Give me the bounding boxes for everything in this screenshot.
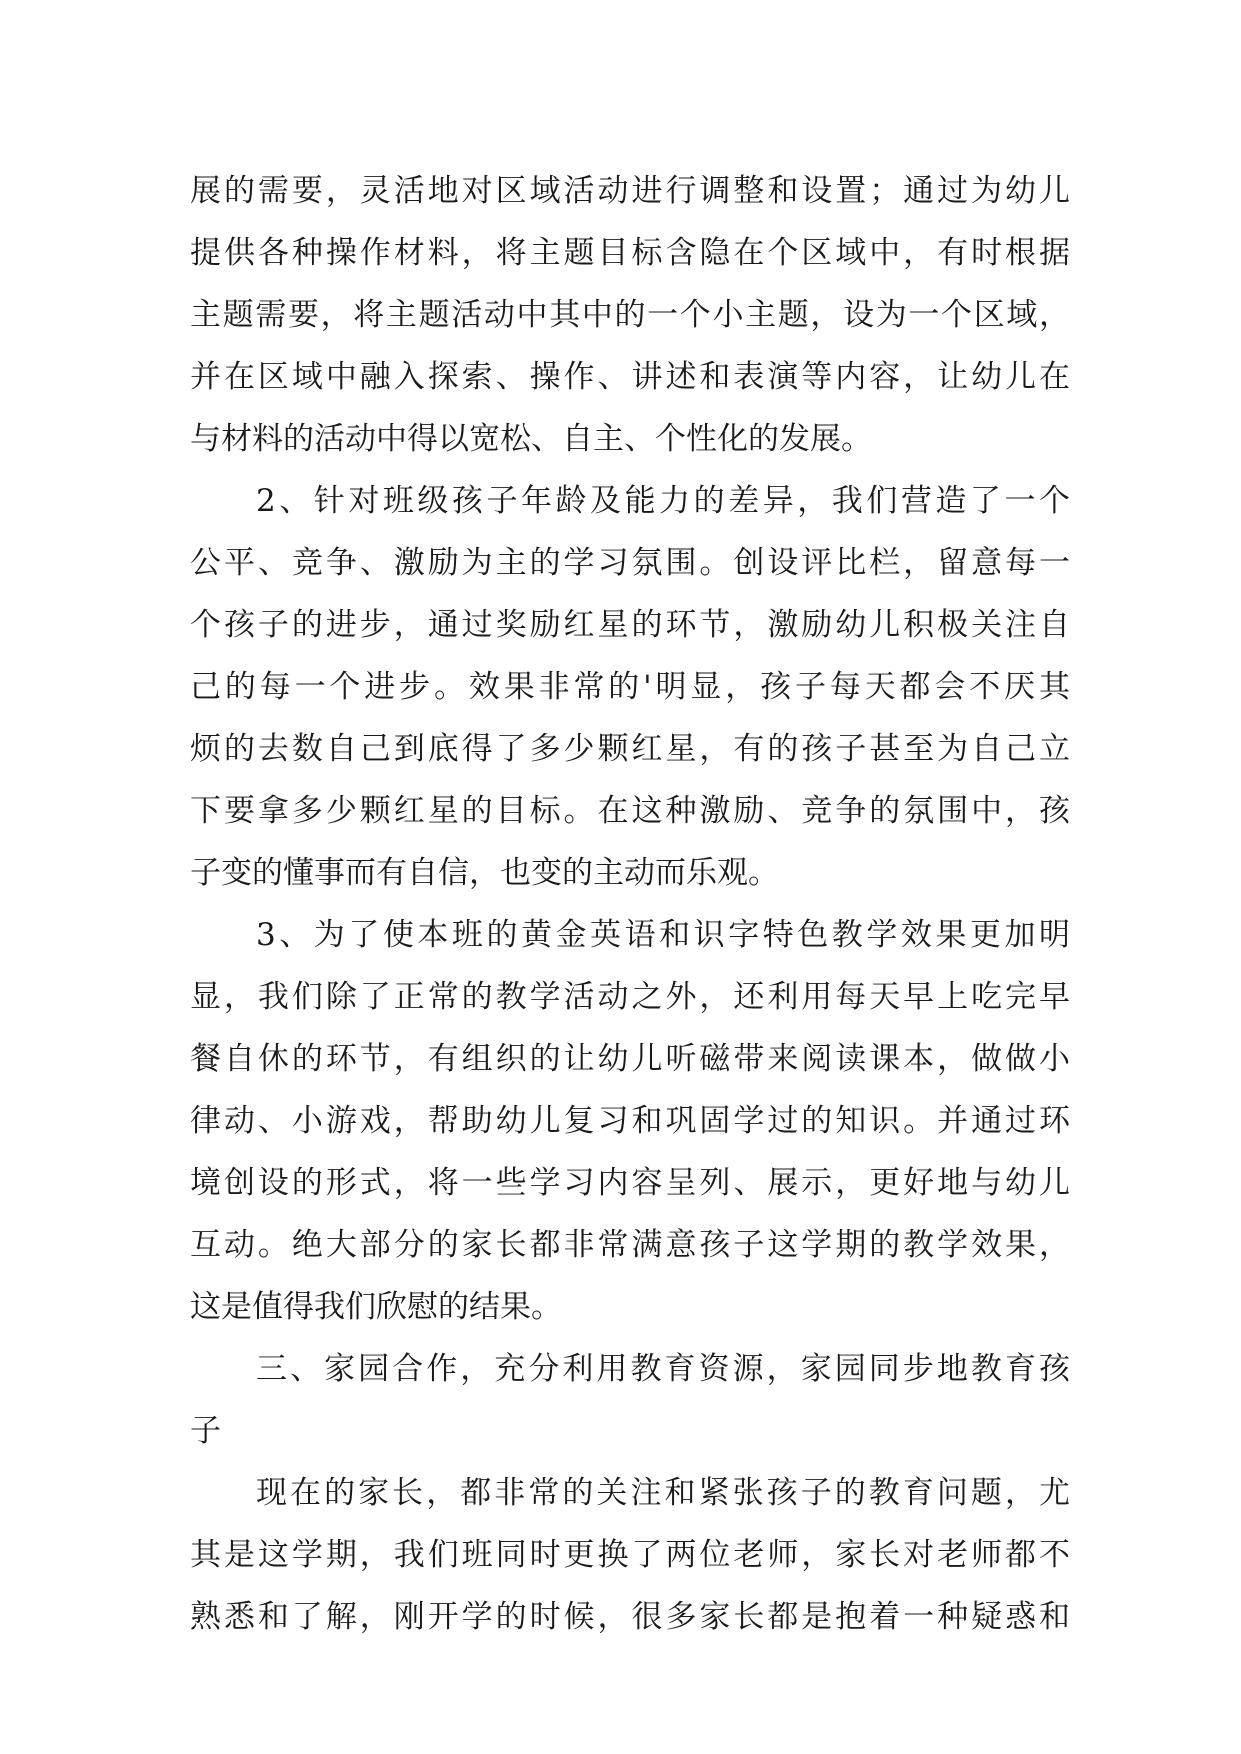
paragraph-point-2 [190, 470, 1070, 904]
text-line: 己的每一个进步。效果非常的'明显，孩子每天都会不厌其 [190, 669, 1070, 705]
text-line: 主题需要，将主题活动中其中的一个小主题，设为一个区域， [190, 297, 1070, 333]
text-line: 熟悉和了解，刚开学的时候，很多家长都是抱着一种疑惑和 [190, 1599, 1070, 1635]
text-line: 餐自休的环节，有组织的让幼儿听磁带来阅读课本，做做小 [190, 1041, 1070, 1077]
text-line: 其是这学期，我们班同时更换了两位老师，家长对老师都不 [190, 1537, 1070, 1573]
text-line: 3、为了使本班的黄金英语和识字特色教学效果更加明 [256, 917, 1070, 953]
text-line: 境创设的形式，将一些学习内容呈列、展示，更好地与幼儿 [190, 1165, 1070, 1201]
text-line: 2、针对班级孩子年龄及能力的差异，我们营造了一个 [256, 483, 1070, 519]
text-line: 公平、竞争、激励为主的学习氛围。创设评比栏，留意每一 [190, 545, 1070, 581]
paragraph-section-3-body [190, 1462, 1070, 1648]
text-line: 律动、小游戏，帮助幼儿复习和巩固学过的知识。并通过环 [190, 1103, 1070, 1139]
text-line: 与材料的活动中得以宽松、自主、个性化的发展。 [190, 421, 872, 457]
text-line: 展的需要，灵活地对区域活动进行调整和设置；通过为幼儿 [190, 173, 1070, 209]
text-line: 互动。绝大部分的家长都非常满意孩子这学期的教学效果， [190, 1227, 1070, 1263]
paragraph-intro-continued [190, 160, 1070, 470]
text-line: 三、家园合作，充分利用教育资源，家园同步地教育孩 [256, 1351, 1070, 1387]
body-text [190, 160, 1070, 1648]
text-line: 子 [190, 1413, 221, 1449]
text-line: 提供各种操作材料，将主题目标含隐在个区域中，有时根据 [190, 235, 1070, 271]
text-line: 并在区域中融入探索、操作、讲述和表演等内容，让幼儿在 [190, 359, 1070, 395]
text-line: 烦的去数自己到底得了多少颗红星，有的孩子甚至为自己立 [190, 731, 1070, 767]
text-line: 显，我们除了正常的教学活动之外，还利用每天早上吃完早 [190, 979, 1070, 1015]
text-line: 个孩子的进步，通过奖励红星的环节，激励幼儿积极关注自 [190, 607, 1070, 643]
text-line: 现在的家长，都非常的关注和紧张孩子的教育问题，尤 [256, 1475, 1070, 1511]
paragraph-point-3 [190, 904, 1070, 1338]
text-line: 下要拿多少颗红星的目标。在这种激励、竞争的氛围中，孩 [190, 793, 1070, 829]
text-line: 这是值得我们欣慰的结果。 [190, 1289, 562, 1325]
text-line: 子变的懂事而有自信，也变的主动而乐观。 [190, 855, 779, 891]
section-heading [190, 1338, 1070, 1462]
